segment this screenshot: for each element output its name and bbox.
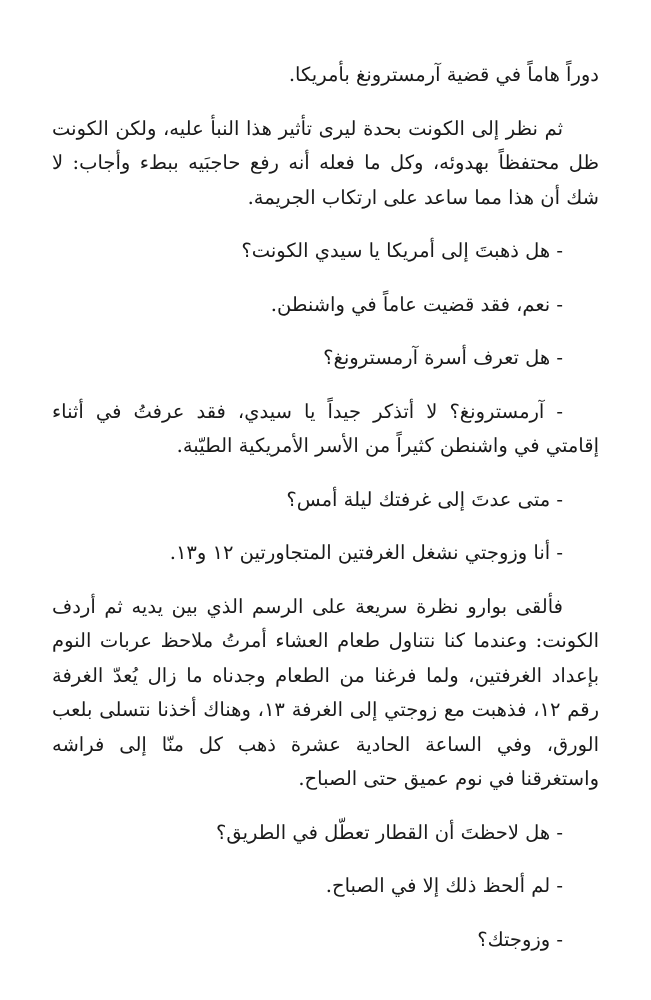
dialogue-line: - هل تعرف أسرة آرمسترونغ؟ xyxy=(323,346,563,369)
book-page xyxy=(52,58,599,976)
dialogue-line: - هل ذهبتَ إلى أمريكا يا سيدي الكونت؟ xyxy=(241,239,563,262)
dialogue-line: - هل لاحظتَ أن القطار تعطّل في الطريق؟ xyxy=(216,820,563,844)
dialogue-line: - أنا وزوجتي نشغل الغرفتين المتجاورتين ١٢ و١٣. xyxy=(169,541,563,564)
dialogue-line: - نعم، فقد قضيت عاماً في واشنطن. xyxy=(270,292,563,316)
paragraph-narrative: ثم نظر إلى الكونت بحدة ليرى تأثير هذا النبأ عليه، ولكن الكونت ظل محتفظاً بهدوئه، وكل ما فعله أنه رفع حاجبَيه ببطء وأجاب: لا شك أن هذا مما ساعد على ارتكاب الجريمة. xyxy=(52,116,599,209)
dialogue-line: - آرمسترونغ؟ لا أتذكر جيداً يا سيدي، فقد عرفتُ في أثناء إقامتي في واشنطن كثيراً من الأسر الأمريكية الطيّبة. xyxy=(52,399,599,457)
paragraph-continuation: دوراً هاماً في قضية آرمسترونغ بأمريكا. xyxy=(288,63,599,86)
dialogue-line: - وزوجتك؟ xyxy=(477,927,563,951)
dialogue-line: - متى عدتَ إلى غرفتك ليلة أمس؟ xyxy=(286,487,563,511)
paragraph-narrative: فألقى بوارو نظرة سريعة على الرسم الذي بين يديه ثم أردف الكونت: وعندما كنا نتناول طعام العشاء أمرتُ ملاحظ عربات النوم بإعداد الغرفتين، ولما فرغنا من الطعام وجدناه ما زال يُعدّ الغرفة رقم ١٢، فذهبت مع زوجتي إلى الغرفة ١٣، وهناك أخذنا نتسلى بلعب الورق، وفي الساعة الحادية عشرة ذهب كل منّا إلى فراشه واستغرقنا في نوم عميق حتى الصباح. xyxy=(52,594,599,790)
dialogue-line: - لم ألحظ ذلك إلا في الصباح. xyxy=(325,874,563,897)
